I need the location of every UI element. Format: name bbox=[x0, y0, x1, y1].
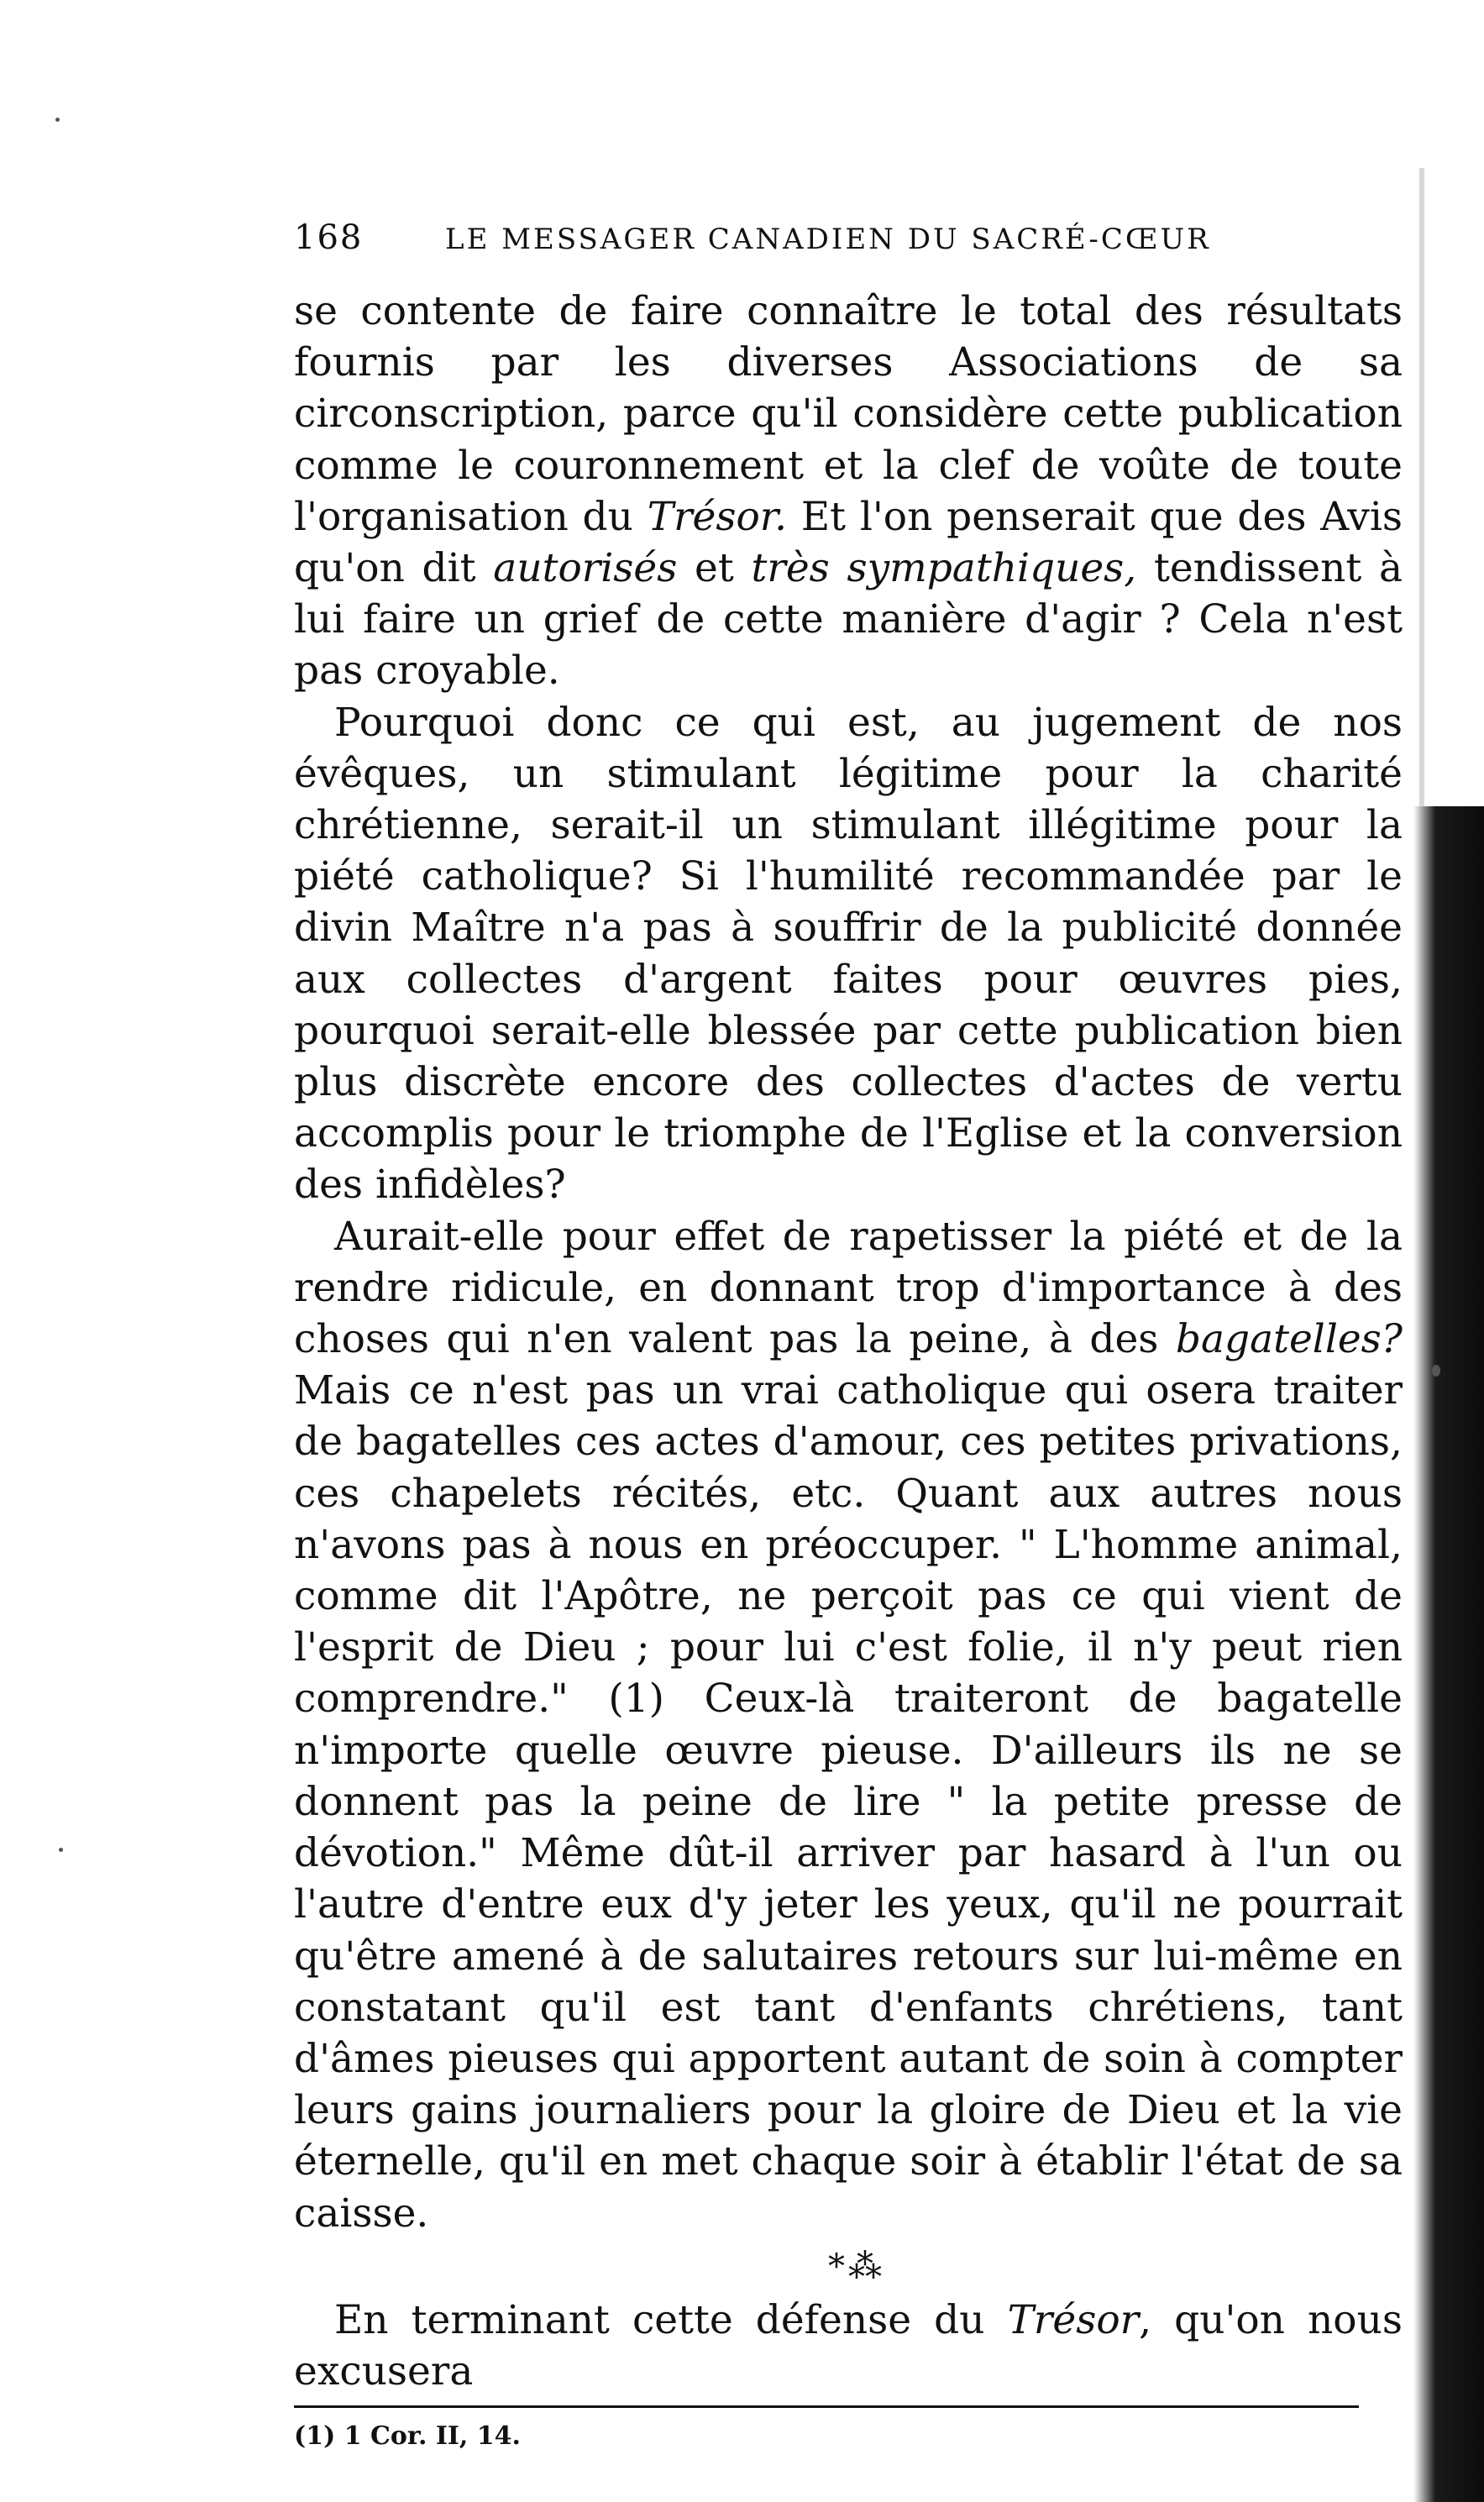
italic-text: autorisés bbox=[493, 545, 678, 592]
text-run: , qu'on nous excusera bbox=[294, 2296, 1403, 2394]
text-run: Pourquoi donc ce qui est, au jugement de nos évêques, un stimulant légitime pour la charité chrétienne, serait-il un stimulant illégitime pour la piété catholique? Si l'humilité recommandée par le divin Maître n'a pas à souffrir de la publicité donnée aux collectes d'argent faites pour œuvres pies, pourquoi serait-elle blessée par cette publication bien plus discrète encore des collectes d'actes de vertu accomplis pour le triomphe de l'Eglise et la conversion des infidèles? bbox=[294, 699, 1403, 1209]
section-separator: *⁂ bbox=[828, 2247, 885, 2286]
italic-text: bagatelles? bbox=[1175, 1316, 1403, 1363]
scan-speck bbox=[1432, 1365, 1440, 1377]
italic-text: très sympathiques, bbox=[751, 545, 1137, 592]
book-page bbox=[294, 218, 1403, 2451]
text-run: En terminant cette défense du bbox=[334, 2296, 1008, 2343]
scan-edge-line bbox=[1419, 168, 1424, 806]
text-run: Mais ce n'est pas un vrai catholique qui osera traiter de bagatelles ces actes d'amour, ces petites privations, ces chapelets récités, etc. Quant aux autres nous n'avons pas à nous en préoccuper. " L'homme animal, comme dit l'Apôtre, ne perçoit pas ce qui vient de l'esprit de Dieu ; pour lui c'est folie, il n'y peut rien comprendre." (1) Ceux-là traiteront de bagatelle n'importe quelle œuvre pieuse. D'ailleurs ils ne se donnent pas la peine de lire " la petite presse de dévotion." Même dût-il arriver par hasard à l'un ou l'autre d'entre eux d'y jeter les yeux, qu'il ne pourrait qu'être amené à de salutaires retours sur lui-même en constatant qu'il est tant d'enfants chrétiens, tant d'âmes pieuses qui apportent autant de soin à compter leurs gains journaliers pour la gloire de Dieu et la vie éternelle, qu'il en met chaque soir à établir l'état de sa caisse. bbox=[294, 1367, 1403, 2237]
text-run: et bbox=[677, 545, 752, 592]
footnote: (1) 1 Cor. II, 14. bbox=[294, 2421, 521, 2452]
footnote-rule bbox=[294, 2405, 1359, 2408]
text-run: Et l'on penserait que des Avis qu'on dit bbox=[294, 493, 1403, 592]
body-text bbox=[294, 286, 1403, 2397]
closing-paragraph bbox=[294, 2295, 1403, 2397]
running-head bbox=[294, 218, 1403, 257]
italic-text: Trésor. bbox=[647, 493, 788, 540]
text-run: tendissent à lui faire un grief de cette manière d'agir ? Cela n'est pas croyable. bbox=[294, 545, 1403, 695]
italic-text: Trésor bbox=[1007, 2296, 1140, 2343]
scan-speck bbox=[59, 1848, 63, 1852]
paragraph bbox=[294, 1211, 1403, 2239]
page-number: 168 bbox=[294, 218, 364, 257]
text-run: Aurait-elle pour effet de rapetisser la piété et de la rendre ridicule, en donnant trop d'importance à des choses qui n'en valent pas la peine, à des bbox=[294, 1213, 1403, 1363]
text-run: se contente de faire connaître le total des résultats fournis par les diverses Associations de sa circonscription, parce qu'il considère cette publication comme le couronnement et la clef de voûte de toute l'organisation du bbox=[294, 288, 1403, 540]
running-title: LE MESSAGER CANADIEN DU SACRÉ-CŒUR bbox=[445, 223, 1211, 256]
paragraph bbox=[294, 286, 1403, 697]
paragraph bbox=[294, 697, 1403, 1211]
scan-speck bbox=[55, 118, 60, 122]
